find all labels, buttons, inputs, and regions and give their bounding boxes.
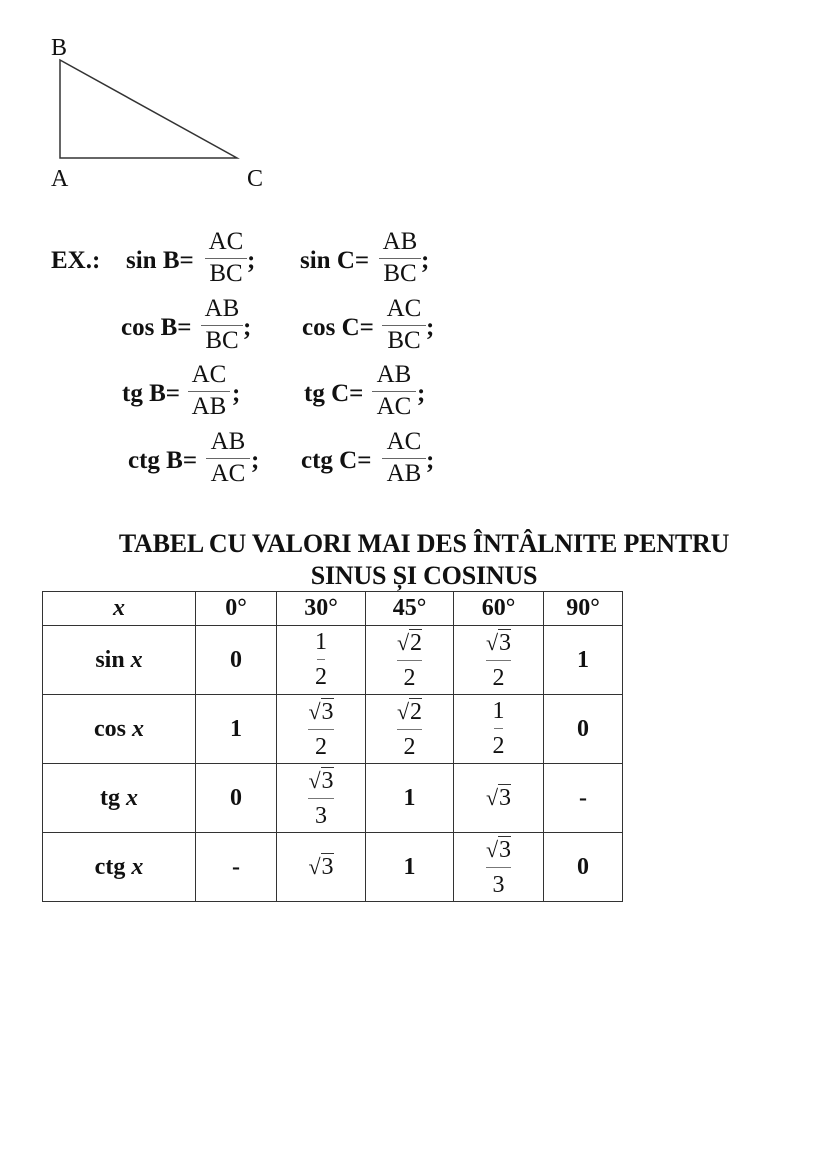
header-90deg: 90° [544,592,623,626]
formula-tg-c-fraction [372,362,416,420]
semicolon: ; [426,314,435,341]
semicolon: ; [247,247,256,274]
fraction [397,698,422,761]
formula-cos-c-fraction [382,296,426,354]
radical-icon: √ [308,767,321,793]
denominator: 2 [315,664,327,690]
fraction [308,698,333,761]
triangle-shape [60,60,237,158]
fraction-bar [308,729,333,730]
cell-cos-60 [454,695,544,764]
radical-icon: √ [396,629,410,655]
variable-x: x [130,646,143,673]
denominator: 3 [492,871,505,898]
table-row-tg [43,764,623,833]
example-label: EX.: [51,247,101,274]
row-label-cos [43,695,196,764]
sqrt-numerator [308,698,333,726]
vertex-label-c: C [247,166,264,192]
variable-x: x [132,715,144,742]
fraction [308,767,333,830]
denominator: AB [386,460,422,487]
vertex-label-b: B [51,35,68,61]
semicolon: ; [421,247,430,274]
variable-x: x [113,595,125,621]
sqrt-value [308,854,333,880]
table-row-sin [43,626,623,695]
cell-tg-60 [454,764,544,833]
radicand: 3 [499,836,512,863]
fraction [493,698,505,760]
variable-x: x [126,784,138,811]
radical-icon: √ [485,629,499,655]
trig-values-table [42,591,623,902]
cell-ctg-45: 1 [366,833,454,902]
radical-icon: √ [308,698,321,724]
denominator: BC [387,327,421,354]
cell-cos-90: 0 [544,695,623,764]
cell-ctg-60 [454,833,544,902]
formula-tg-b-label: tg B= [122,380,180,407]
header-x [43,592,196,626]
radicand: 3 [321,698,334,725]
numerator: AC [386,295,422,322]
formula-tg-c-label: tg C= [304,380,364,407]
denominator: BC [209,260,243,287]
fraction [397,629,422,692]
radical-icon: √ [396,698,410,724]
header-0deg: 0° [196,592,277,626]
fraction-bar [188,391,230,392]
fraction [486,629,511,692]
radicand: 2 [410,629,423,656]
denominator: AC [210,460,246,487]
numerator: 1 [492,698,505,724]
vertex-label-a: A [51,166,69,192]
denominator: 2 [403,664,416,691]
fraction-bar [382,458,426,459]
table-title-line-2: SINUS ȘI COSINUS [310,561,538,590]
fraction-bar [486,867,511,868]
radical-icon: √ [485,836,499,862]
numerator: AC [386,428,422,455]
cell-tg-90: - [544,764,623,833]
fraction-bar [206,458,250,459]
cell-cos-45 [366,695,454,764]
fraction-bar [397,729,422,730]
semicolon: ; [426,447,435,474]
denominator: 2 [492,664,505,691]
formula-cos-b-label: cos B= [121,314,192,341]
denominator: 2 [314,733,327,760]
sqrt-numerator [397,698,422,726]
numerator: AC [191,361,227,388]
denominator: AC [376,393,412,420]
row-label-tg [43,764,196,833]
formula-tg-b-fraction [188,362,230,420]
fraction-bar [201,325,243,326]
formula-ctg-c-label: ctg C= [301,447,372,474]
radicand: 3 [499,784,512,811]
numerator: AB [376,361,412,388]
formula-ctg-b-label: ctg B= [128,447,198,474]
table-header-row [43,592,623,626]
cell-tg-45: 1 [366,764,454,833]
fraction-bar [494,728,502,729]
cell-ctg-30 [277,833,366,902]
radicand: 3 [321,767,334,794]
formula-ctg-b-fraction [206,429,250,487]
fn-name: tg [100,784,120,811]
denominator: 2 [403,733,416,760]
semicolon: ; [417,380,426,407]
sqrt-numerator [308,767,333,795]
table-row-cos [43,695,623,764]
header-45deg: 45° [366,592,454,626]
fraction-bar [308,798,333,799]
radicand: 2 [410,698,423,725]
cell-tg-0: 0 [196,764,277,833]
sqrt-numerator [486,629,511,657]
numerator: AB [382,228,418,255]
fn-name: cos [94,715,126,742]
semicolon: ; [243,314,252,341]
formula-cos-b-fraction [201,296,243,354]
fraction-bar [205,258,247,259]
fraction-bar [397,660,422,661]
semicolon: ; [251,447,260,474]
numerator: AB [210,428,246,455]
radical-icon: √ [485,784,499,810]
variable-x: x [131,853,144,880]
sqrt-numerator [486,836,511,864]
fraction-bar [379,258,421,259]
numerator: AB [204,295,240,322]
table-row-ctg [43,833,623,902]
cell-cos-0: 1 [196,695,277,764]
fn-name: ctg [94,853,126,880]
formula-sin-c-label: sin C= [300,247,370,274]
cell-cos-30 [277,695,366,764]
numerator: AC [208,228,244,255]
cell-sin-90: 1 [544,626,623,695]
formula-ctg-c-fraction [382,429,426,487]
cell-sin-0: 0 [196,626,277,695]
numerator: 1 [315,629,327,655]
fraction [486,836,511,899]
cell-ctg-0: - [196,833,277,902]
radicand: 3 [321,853,334,880]
header-30deg: 30° [277,592,366,626]
cell-sin-45 [366,626,454,695]
fraction-bar [382,325,426,326]
cell-sin-30 [277,626,366,695]
semicolon: ; [232,380,241,407]
fraction-bar [486,660,511,661]
sqrt-value [486,785,511,811]
fraction-bar [317,659,325,660]
fn-name: sin [95,646,125,673]
header-60deg: 60° [454,592,544,626]
denominator: BC [205,327,239,354]
cell-tg-30 [277,764,366,833]
fraction-bar [372,391,416,392]
formula-sin-b-label: sin B= [126,247,194,274]
table-title-line-1: TABEL CU VALORI MAI DES ÎNTÂLNITE PENTRU [118,529,730,558]
denominator: BC [383,260,417,287]
denominator: 3 [314,802,327,829]
denominator: 2 [492,733,505,759]
row-label-ctg [43,833,196,902]
fraction [315,629,327,691]
radicand: 3 [499,629,512,656]
row-label-sin [43,626,196,695]
radical-icon: √ [308,853,321,879]
formula-sin-c-fraction [379,229,421,287]
formula-sin-b-fraction [205,229,247,287]
cell-ctg-90: 0 [544,833,623,902]
cell-sin-60 [454,626,544,695]
denominator: AB [191,393,227,420]
sqrt-numerator [397,629,422,657]
formula-cos-c-label: cos C= [302,314,374,341]
